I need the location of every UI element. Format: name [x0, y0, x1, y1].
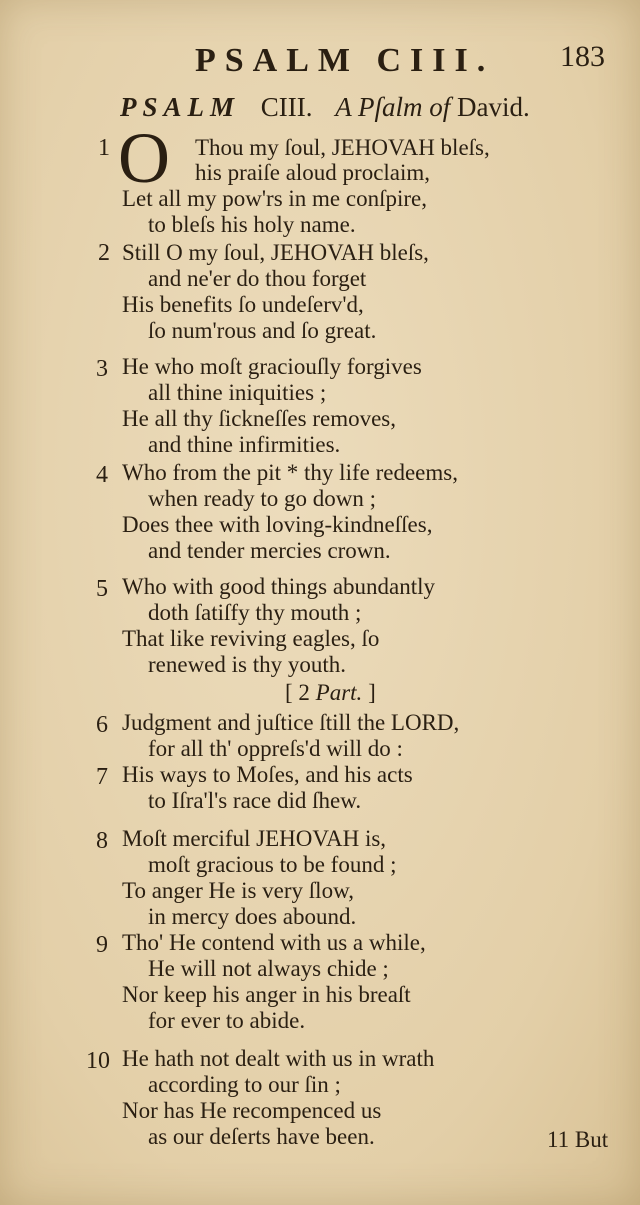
verse-line: according to our ſin ;	[148, 1072, 341, 1097]
verse-line: for ever to abide.	[148, 1008, 306, 1033]
part-open: [ 2	[285, 680, 310, 705]
part-label: Part.	[315, 680, 363, 705]
running-header: PSALM CIII.	[195, 42, 495, 79]
verse-number: 9	[96, 932, 108, 958]
verse-number: 10	[86, 1048, 110, 1074]
verse-line: all thine iniquities ;	[148, 380, 327, 405]
verse-line: renewed is thy youth.	[148, 652, 347, 677]
verse-line: He all thy ſickneſſes removes,	[122, 406, 397, 431]
verse-line: Let all my pow'rs in me conſpire,	[122, 186, 427, 211]
verse-line: and tender mercies crown.	[148, 538, 391, 563]
drop-cap: O	[118, 118, 170, 198]
heading-psalm-number: CIII.	[260, 92, 313, 122]
part-marker	[285, 680, 376, 706]
verse-line: when ready to go down ;	[148, 486, 377, 511]
verse-line: and thine infirmities.	[148, 432, 341, 457]
verse-line: and ne'er do thou forget	[148, 266, 367, 291]
verse-line: He who moſt graciouſly forgives	[122, 354, 422, 379]
verse-line: Moſt merciful JEHOVAH is,	[122, 826, 387, 851]
part-close: ]	[368, 680, 376, 705]
verse-line: his praiſe aloud proclaim,	[195, 160, 431, 185]
verse-number: 6	[96, 712, 108, 738]
verse-line: Who from the pit * thy life redeems,	[122, 460, 458, 485]
verse-line: His ways to Moſes, and his acts	[122, 762, 413, 787]
verse-line: Still O my ſoul, JEHOVAH bleſs,	[122, 240, 429, 265]
verse-line: moſt gracious to be found ;	[148, 852, 397, 877]
heading-psalm-word: PSALM	[120, 92, 241, 122]
verse-line: Thou my ſoul, JEHOVAH bleſs,	[195, 135, 490, 160]
page-number: 183	[560, 40, 605, 73]
verse-number: 2	[98, 240, 110, 266]
verse-line: Who with good things abundantly	[122, 574, 436, 599]
verse-line: as our deſerts have been.	[148, 1124, 375, 1149]
verse-number: 4	[96, 462, 108, 488]
verse-line: for all th' oppreſs'd will do :	[148, 736, 403, 761]
verse-number: 8	[96, 828, 108, 854]
verse-line: Nor keep his anger in his breaſt	[122, 982, 411, 1007]
verse-line: doth ſatiſfy thy mouth ;	[148, 600, 362, 625]
verse-line: Judgment and juſtice ſtill the LORD,	[122, 710, 460, 735]
verse-line: Does thee with loving-kindneſſes,	[122, 512, 433, 537]
verse-line: Nor has He recompenced us	[122, 1098, 382, 1123]
verse-line: He hath not dealt with us in wrath	[122, 1046, 435, 1071]
verse-number: 1	[98, 135, 110, 161]
verse-line: ſo num'rous and ſo great.	[148, 318, 377, 343]
verse-line: to Iſra'l's race did ſhew.	[148, 788, 362, 813]
heading-author: David.	[457, 92, 530, 122]
verse-line: in mercy does abound.	[148, 904, 357, 929]
verse-line: His benefits ſo undeſerv'd,	[122, 292, 364, 317]
verse-number: 3	[96, 356, 108, 382]
verse-line: He will not always chide ;	[148, 956, 389, 981]
verse-line: Tho' He contend with us a while,	[122, 930, 426, 955]
verse-line: That like reviving eagles, ſo	[122, 626, 380, 651]
heading-description: A Pſalm of	[335, 92, 451, 122]
verse-number: 5	[96, 576, 108, 602]
catchword: 11 But	[547, 1127, 609, 1152]
psalm-heading	[120, 92, 530, 123]
verse-line: To anger He is very ſlow,	[122, 878, 354, 903]
verse-line: to bleſs his holy name.	[148, 212, 356, 237]
verse-number: 7	[96, 764, 108, 790]
